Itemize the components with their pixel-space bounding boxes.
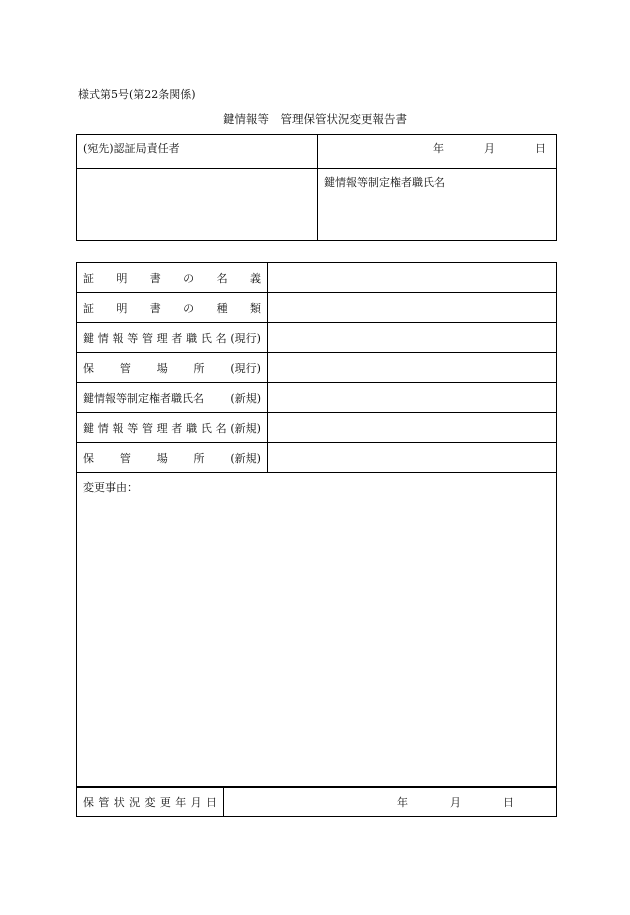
detail-label bbox=[83, 270, 261, 286]
detail-label-char: 者 bbox=[171, 421, 183, 435]
detail-label-char: 等 bbox=[127, 331, 139, 345]
footer-label-char: 日 bbox=[206, 795, 217, 809]
detail-label-char: 証 bbox=[83, 271, 94, 285]
header-table bbox=[76, 134, 557, 241]
detail-label bbox=[83, 450, 261, 466]
recipient-label: (宛先)認証局責任者 bbox=[83, 142, 180, 155]
detail-row bbox=[77, 353, 557, 383]
blank-left-cell[interactable] bbox=[77, 169, 318, 241]
detail-label-char: 鍵情報等制定権者職氏名 bbox=[83, 391, 204, 405]
detail-value-cell[interactable] bbox=[268, 353, 557, 383]
footer-table bbox=[76, 786, 557, 817]
detail-label-char: 明 bbox=[116, 301, 128, 315]
detail-label-cell bbox=[77, 323, 268, 353]
detail-row bbox=[77, 263, 557, 293]
detail-label-suffix: (新規) bbox=[230, 451, 261, 465]
footer-year-label: 年 bbox=[397, 795, 408, 809]
detail-label-char: 明 bbox=[116, 271, 128, 285]
detail-label-suffix: (現行) bbox=[230, 361, 261, 375]
footer-label-char: 保 bbox=[83, 795, 94, 809]
detail-label-char: 情 bbox=[97, 421, 109, 435]
footer-date-cell[interactable] bbox=[224, 787, 557, 817]
header-day-label: 日 bbox=[535, 142, 546, 155]
detail-label-char: 名 bbox=[216, 271, 228, 285]
footer-label-char: 年 bbox=[175, 795, 187, 809]
detail-label bbox=[83, 330, 261, 346]
detail-label-char: 管 bbox=[119, 361, 131, 375]
footer-label-cell bbox=[77, 787, 224, 817]
footer-date bbox=[224, 794, 556, 810]
detail-label-char: 鍵 bbox=[83, 331, 94, 345]
detail-label-char: 場 bbox=[156, 451, 168, 465]
detail-label-char: 情 bbox=[97, 331, 109, 345]
detail-label-char: 鍵 bbox=[83, 421, 94, 435]
detail-label-char: 氏 bbox=[200, 421, 212, 435]
detail-value-cell[interactable] bbox=[268, 383, 557, 413]
footer-label-char: 月 bbox=[190, 795, 202, 809]
detail-label-char: 種 bbox=[216, 301, 228, 315]
detail-label-suffix: (現行) bbox=[230, 331, 261, 345]
detail-label-char: 保 bbox=[83, 361, 94, 375]
detail-label-cell bbox=[77, 263, 268, 293]
footer-label-char: 管 bbox=[98, 795, 110, 809]
footer-label-char: 更 bbox=[159, 795, 171, 809]
detail-label-char: 理 bbox=[156, 331, 168, 345]
detail-label-char: 管 bbox=[141, 331, 153, 345]
recipient-cell[interactable] bbox=[77, 135, 318, 169]
form-number: 様式第5号(第22条関係) bbox=[78, 88, 196, 101]
detail-label-cell bbox=[77, 353, 268, 383]
detail-label-char: 理 bbox=[156, 421, 168, 435]
header-year-label: 年 bbox=[433, 142, 444, 155]
detail-label bbox=[83, 390, 261, 406]
detail-value-cell[interactable] bbox=[268, 323, 557, 353]
footer-day-label: 日 bbox=[503, 795, 514, 809]
footer-label-char: 変 bbox=[144, 795, 156, 809]
detail-label-char: 名 bbox=[215, 421, 227, 435]
change-reason-cell[interactable] bbox=[77, 473, 557, 788]
detail-label-suffix: (新規) bbox=[230, 391, 261, 405]
detail-label-char: 義 bbox=[249, 271, 261, 285]
header-date bbox=[318, 135, 556, 156]
detail-label-char: 書 bbox=[149, 301, 161, 315]
detail-label-char: 場 bbox=[156, 361, 168, 375]
reporter-label: 鍵情報等制定権者職氏名 bbox=[324, 176, 445, 189]
page-title: 鍵情報等 管理保管状況変更報告書 bbox=[223, 112, 407, 126]
detail-label-cell bbox=[77, 413, 268, 443]
header-date-cell[interactable] bbox=[318, 135, 557, 169]
detail-label-char: 報 bbox=[112, 331, 124, 345]
detail-label-char: 報 bbox=[112, 421, 124, 435]
detail-row bbox=[77, 383, 557, 413]
detail-label-char: 等 bbox=[127, 421, 139, 435]
detail-label-char: 者 bbox=[171, 331, 183, 345]
detail-label-char: 職 bbox=[186, 421, 198, 435]
detail-row bbox=[77, 443, 557, 473]
footer-label bbox=[83, 794, 217, 810]
footer-label-char: 況 bbox=[129, 795, 141, 809]
change-reason-label: 変更事由： bbox=[83, 481, 138, 494]
detail-label-suffix: (新規) bbox=[230, 421, 261, 435]
detail-label-char: 保 bbox=[83, 451, 94, 465]
detail-label-cell bbox=[77, 443, 268, 473]
detail-label-char: の bbox=[183, 271, 195, 285]
detail-label-char: 所 bbox=[193, 361, 205, 375]
detail-label bbox=[83, 360, 261, 376]
detail-row bbox=[77, 413, 557, 443]
detail-value-cell[interactable] bbox=[268, 443, 557, 473]
detail-label-char: 書 bbox=[149, 271, 161, 285]
detail-label-cell bbox=[77, 293, 268, 323]
footer-month-label: 月 bbox=[450, 795, 461, 809]
detail-label-char: 職 bbox=[186, 331, 198, 345]
detail-label bbox=[83, 420, 261, 436]
detail-value-cell[interactable] bbox=[268, 413, 557, 443]
detail-value-cell[interactable] bbox=[268, 263, 557, 293]
detail-row bbox=[77, 293, 557, 323]
detail-label bbox=[83, 300, 261, 316]
detail-label-char: 氏 bbox=[200, 331, 212, 345]
detail-label-char: 所 bbox=[193, 451, 205, 465]
detail-table bbox=[76, 262, 557, 788]
detail-value-cell[interactable] bbox=[268, 293, 557, 323]
footer-label-char: 状 bbox=[113, 795, 125, 809]
header-month-label: 月 bbox=[484, 142, 495, 155]
detail-label-cell bbox=[77, 383, 268, 413]
reporter-cell[interactable] bbox=[318, 169, 557, 241]
detail-label-char: 管 bbox=[119, 451, 131, 465]
detail-label-char: 管 bbox=[141, 421, 153, 435]
detail-label-char: 名 bbox=[215, 331, 227, 345]
detail-row bbox=[77, 323, 557, 353]
detail-label-char: 証 bbox=[83, 301, 94, 315]
detail-label-char: の bbox=[183, 301, 195, 315]
detail-label-char: 類 bbox=[249, 301, 261, 315]
